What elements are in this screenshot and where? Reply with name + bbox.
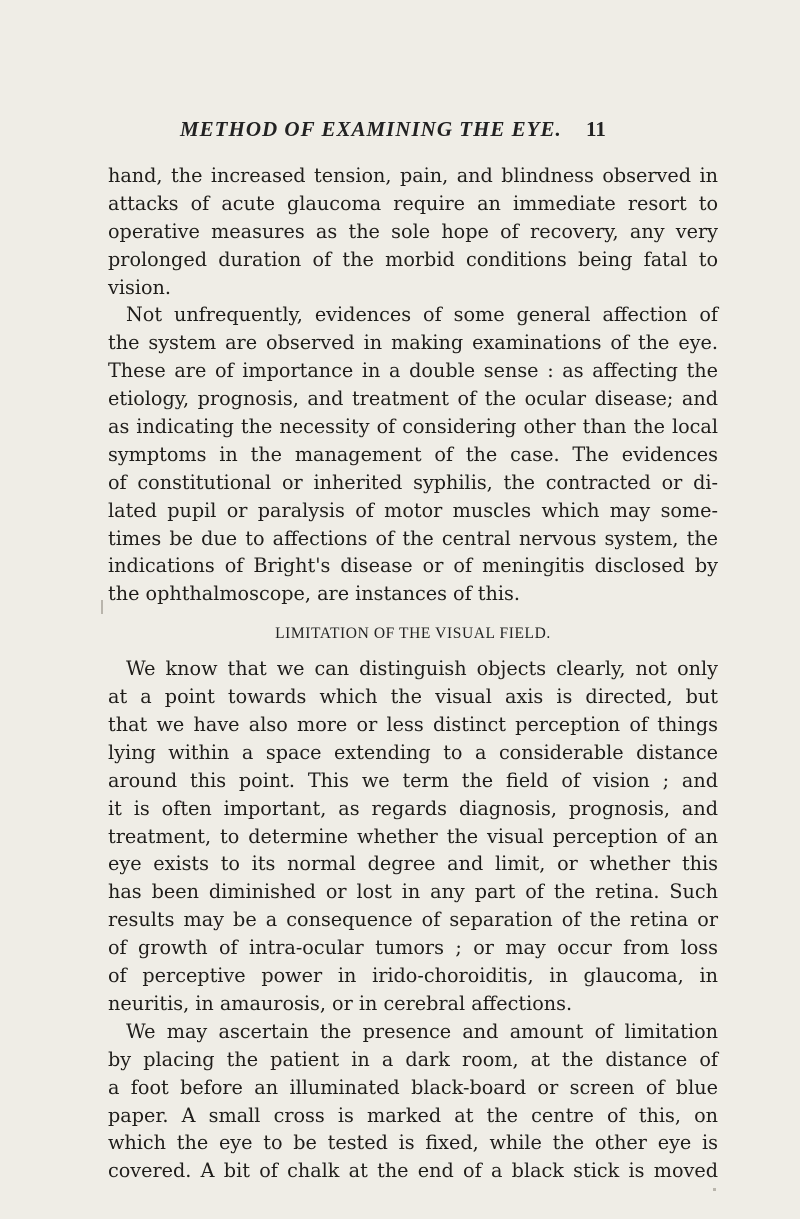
margin-speck	[713, 1188, 716, 1191]
section-heading: LIMITATION OF THE VISUAL FIELD.	[275, 625, 551, 643]
text-line: of constitutional or inherited syphilis, the contracted or di-	[108, 470, 718, 494]
text-line: vision.	[108, 275, 171, 299]
text-line: which the eye to be tested is fixed, while the other eye is	[108, 1131, 718, 1155]
text-line: indications of Bright's disease or of meningitis disclosed by	[108, 554, 718, 578]
paragraph-2	[108, 301, 718, 608]
text-line: lying within a space extending to a considerable distance	[108, 740, 718, 764]
text-line: has been diminished or lost in any part of the retina. Such	[108, 880, 718, 904]
text-line: We know that we can distinguish objects clearly, not only	[126, 657, 718, 681]
paragraph-4	[108, 1018, 718, 1185]
text-line: paper. A small cross is marked at the centre of this, on	[108, 1103, 718, 1127]
text-line: covered. A bit of chalk at the end of a black stick is moved	[108, 1159, 718, 1183]
text-line: around this point. This we term the field of vision ; and	[108, 768, 718, 792]
text-line: the system are observed in making examinations of the eye.	[108, 331, 718, 355]
text-line: at a point towards which the visual axis is directed, but	[108, 685, 718, 709]
text-line: lated pupil or paralysis of motor muscles which may some-	[108, 498, 718, 522]
text-line: times be due to affections of the central nervous system, the	[108, 526, 718, 550]
page-number: 11	[586, 117, 606, 141]
text-line: These are of importance in a double sense : as affecting the	[108, 359, 718, 383]
text-line: hand, the increased tension, pain, and blindness observed in	[108, 164, 718, 187]
text-line: of growth of intra-ocular tumors ; or may occur from loss	[108, 936, 718, 960]
text-line: treatment, to determine whether the visual perception of an	[108, 824, 718, 848]
paragraph-1	[108, 162, 718, 301]
text-line: neuritis, in amaurosis, or in cerebral affections.	[108, 991, 573, 1015]
text-line: that we have also more or less distinct perception of things	[108, 713, 718, 737]
margin-speck	[101, 600, 103, 614]
text-line: by placing the patient in a dark room, at the distance of	[108, 1047, 718, 1071]
text-line: a foot before an illuminated black-board or screen of blue	[108, 1075, 718, 1099]
text-line: attacks of acute glaucoma require an immediate resort to	[108, 191, 718, 215]
text-line: of perceptive power in irido-choroiditis, in glaucoma, in	[108, 964, 718, 988]
text-line: it is often important, as regards diagnosis, prognosis, and	[108, 796, 718, 820]
text-line: Not unfrequently, evidences of some general affection of	[126, 303, 718, 327]
text-line: eye exists to its normal degree and limit, or whether this	[108, 852, 718, 876]
text-line: as indicating the necessity of considering other than the local	[108, 415, 718, 439]
text-line: operative measures as the sole hope of recovery, any very	[108, 219, 718, 243]
text-line: We may ascertain the presence and amount of limitation	[126, 1019, 718, 1043]
text-line: etiology, prognosis, and treatment of the ocular disease; and	[108, 387, 718, 411]
paragraph-3	[108, 655, 718, 1018]
text-line: results may be a consequence of separation of the retina or	[108, 908, 718, 932]
running-title: METHOD OF EXAMINING THE EYE.	[180, 117, 562, 141]
text-line: symptoms in the management of the case. The evidences	[108, 442, 718, 466]
body-text	[108, 162, 718, 1185]
text-line: the ophthalmoscope, are instances of this.	[108, 582, 520, 606]
text-line: prolonged duration of the morbid conditions being fatal to	[108, 247, 718, 271]
